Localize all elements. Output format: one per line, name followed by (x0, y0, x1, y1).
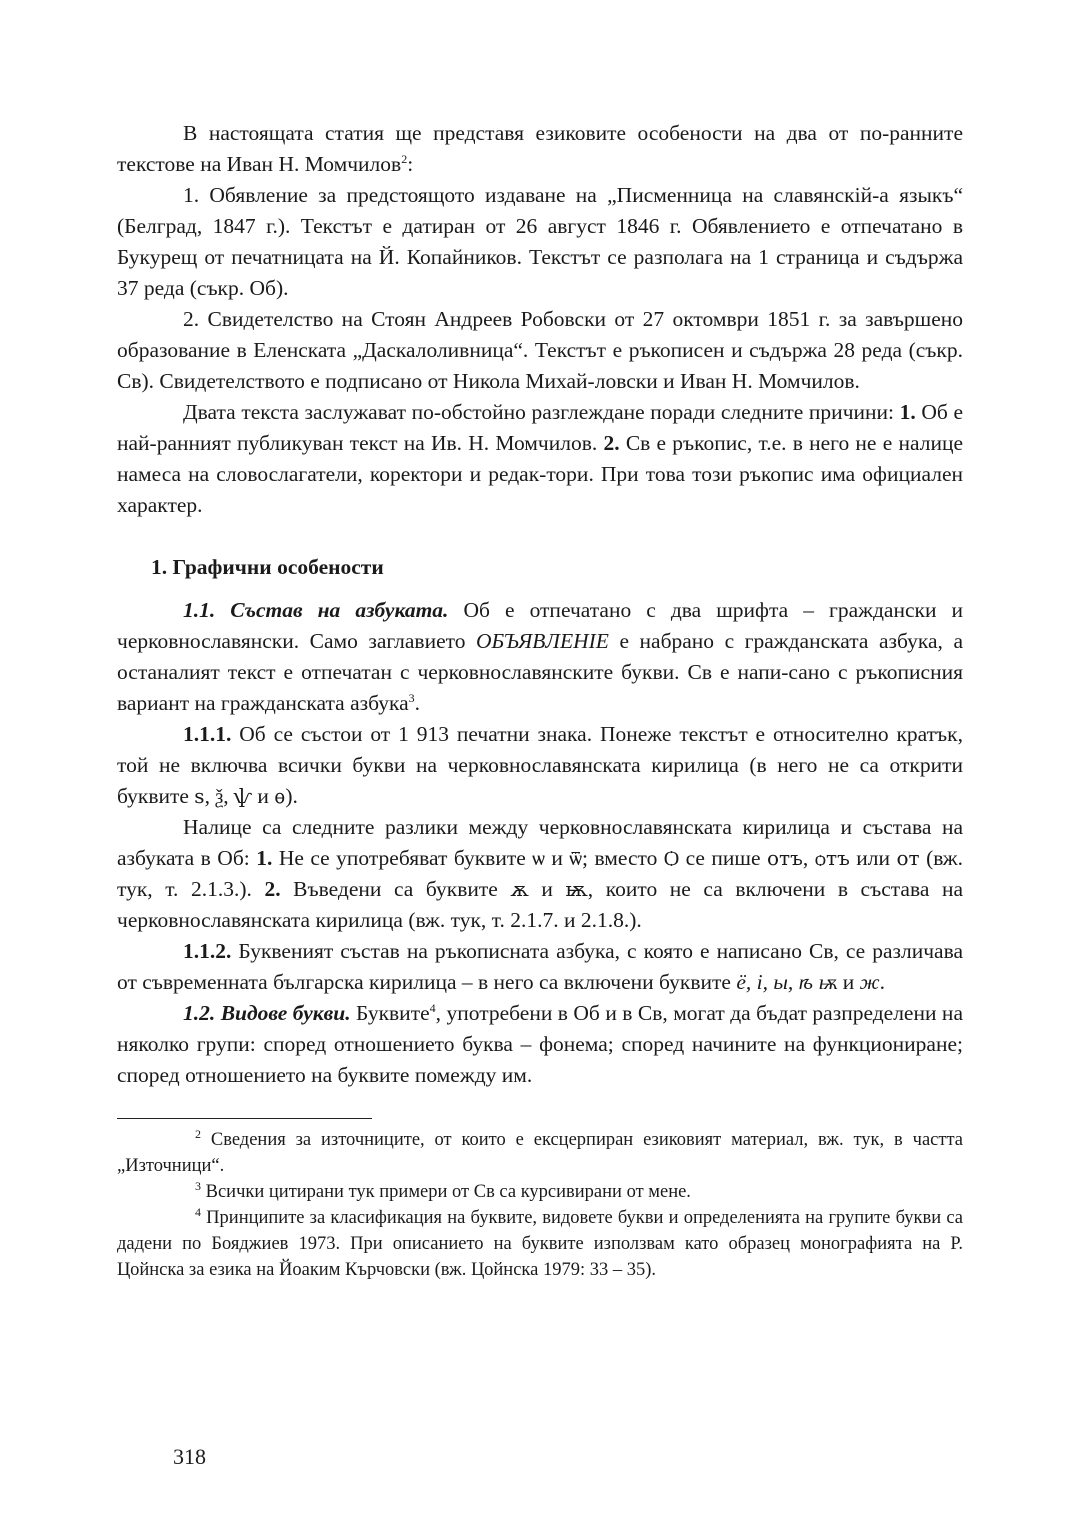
paragraph-alphabet (117, 595, 963, 719)
paragraph-text: , (802, 846, 815, 870)
paragraph-text: , употребени в Об и в Св, могат да бъдат разпределени на няколко групи: според отношението буква – фонема; според начините на функциониране; според отношението на буквите помежду им. (117, 1001, 963, 1087)
italic-letters: ж (859, 970, 880, 994)
subsection-title: 1.2. Видове букви. (183, 1001, 351, 1025)
church-slavonic-glyph: ѱ (233, 784, 253, 808)
paragraph-text: и (837, 970, 860, 994)
footnote-text: Всички цитирани тук примери от Св са курсивирани от мене. (201, 1182, 691, 1202)
paragraph-letter-types (117, 998, 963, 1091)
paragraph-text: или (849, 846, 897, 870)
footnote-number: 3 (195, 1178, 201, 1193)
church-slavonic-glyph: ѯ (215, 784, 224, 808)
church-slavonic-glyph: ѿ (569, 846, 583, 870)
subsection-title: 1.1. Състав на азбуката. (183, 598, 449, 622)
paragraph-text: Двата текста заслужават по-обстойно разглеждане поради следните причини: (183, 400, 900, 424)
paragraph-text: Об е най-ранният публикуван текст на Ив. Н. Момчилов. (117, 400, 963, 455)
paragraph-text: се пише (679, 846, 767, 870)
paragraph-text: Не се употребяват буквите (272, 846, 533, 870)
footnote-2 (117, 1127, 963, 1179)
paragraph-text: ; вместо (582, 846, 664, 870)
separator: , (204, 784, 216, 808)
paragraph-text: Об се състои от 1 913 печатни знака. Понеже текстът е относително кратък, той не включва всички букви на черковнославянската кирилица (в него не са открити буквите (117, 722, 963, 808)
footnote-3 (117, 1179, 963, 1205)
church-slavonic-glyph: ѡ (532, 846, 545, 870)
paragraph-text: . (414, 691, 421, 715)
paragraph-text: Въведени са буквите (280, 877, 511, 901)
paragraph-intro (117, 118, 963, 180)
paragraph-1-1-1 (117, 719, 963, 812)
church-slavonic-glyph: ѫ (510, 877, 529, 901)
paragraph-1-1-2 (117, 936, 963, 998)
subsection-number: 1.1.1. (183, 722, 232, 746)
footnote-ref-4[interactable]: 4 (429, 1000, 436, 1015)
church-slavonic-word: от (896, 846, 920, 870)
footnote-text: Принципите за класификация на буквите, видовете букви и определенията на групите букви са дадени по Бояджиев 1973. При описанието на буквите използвам като образец монографията на Р. Цойнска за езика на Йоаким Кърчовски (вж. Цойнска 1979: 33 – 35). (117, 1208, 963, 1280)
paragraph-text: . (879, 970, 886, 994)
church-slavonic-word: отъ (766, 846, 803, 870)
bold-marker: 2. (264, 877, 281, 901)
separator: , (223, 784, 234, 808)
paragraph-text: Налице са следните разлики между черковнославянската кирилица и състава на азбуката в Об: (117, 815, 963, 870)
paragraph-text: (вж. тук, т. 2.1.3.). (117, 846, 963, 901)
paragraph-text: В настоящата статия ще представя езиковите особености на два от по-ранните текстове на Иван Н. Момчилов (117, 121, 963, 176)
church-slavonic-word: ѻтъ (814, 846, 850, 870)
footnote-4 (117, 1205, 963, 1283)
bold-marker: 2. (603, 431, 620, 455)
paragraph-text: : (407, 152, 414, 176)
paragraph-text: е набрано с гражданската азбука, а останалият текст е отпечатан с черковнославянските букви. Св е напи-сано с ръкописния вариант на гражданската азбука (117, 629, 963, 715)
church-slavonic-glyph: ѳ (274, 784, 286, 808)
paragraph-text: и (528, 877, 566, 901)
footnote-number: 4 (195, 1204, 201, 1219)
paragraph-reasons (117, 397, 963, 521)
church-slavonic-glyph: Ѻ (663, 846, 680, 870)
italic-letters: ё, і, ы, ѣ ѭ (736, 970, 838, 994)
paragraph-text: Св е ръкопис, т.е. в него не е налице намеса на словослагатели, коректори и редак-тори. При това този ръкопис има официален характер. (117, 431, 963, 517)
footnote-divider (117, 1118, 372, 1119)
paragraph-differences (117, 812, 963, 936)
church-slavonic-glyph: ѭ (565, 877, 588, 901)
paragraph-text: ). (285, 784, 298, 808)
bold-marker: 1. (256, 846, 273, 870)
paragraph-text: Буквите (350, 1001, 430, 1025)
paragraph-text: Буквеният състав на ръкописната азбука, с която е написано Св, се различава от съвременната българска кирилица – в него са включени буквите (117, 939, 963, 994)
italic-term: ОБЪЯВЛЕНІЕ (476, 629, 609, 653)
paragraph-text: Об е отпечатано с два шрифта – граждански и черковнославянски. Само заглавието (117, 598, 963, 653)
page-body (117, 118, 963, 1283)
footnote-ref-3[interactable]: 3 (408, 690, 415, 705)
paragraph-item-1: 1. Обявление за предстоящото издаване на „Писменница на славянскій-а языкъ“ (Белград, 1847 г.). Текстът е датиран от 26 август 1846 г. Обявлението е отпечатано в Букурещ от печатницата на Й. Копайников. Текстът се разполага на 1 страница и съдържа 37 реда (съкр. Об). (117, 183, 963, 300)
separator: и (252, 784, 275, 808)
bold-marker: 1. (899, 400, 916, 424)
church-slavonic-glyph: ѕ (194, 784, 205, 808)
section-heading: 1. Графични особености (151, 555, 384, 579)
footnote-text: Сведения за източниците, от които е ексцерпиран езиковият материал, вж. тук, в частта „Източници“. (117, 1130, 963, 1176)
paragraph-text: , които не са включени в състава на черковнославянската кирилица (вж. тук, т. 2.1.7. и 2.1.8.). (117, 877, 964, 932)
paragraph-item-2: 2. Свидетелство на Стоян Андреев Робовски от 27 октомври 1851 г. за завършено образование в Еленската „Даскалоливница“. Текстът е ръкописен и съдържа 28 реда (съкр. Св). Свидетелството е подписано от Никола Михай-ловски и Иван Н. Момчилов. (117, 307, 963, 393)
paragraph-text: и (544, 846, 570, 870)
footnote-ref-2[interactable]: 2 (401, 151, 408, 166)
subsection-number: 1.1.2. (183, 939, 232, 963)
page-number: 318 (173, 1444, 206, 1469)
footnote-number: 2 (195, 1126, 201, 1141)
